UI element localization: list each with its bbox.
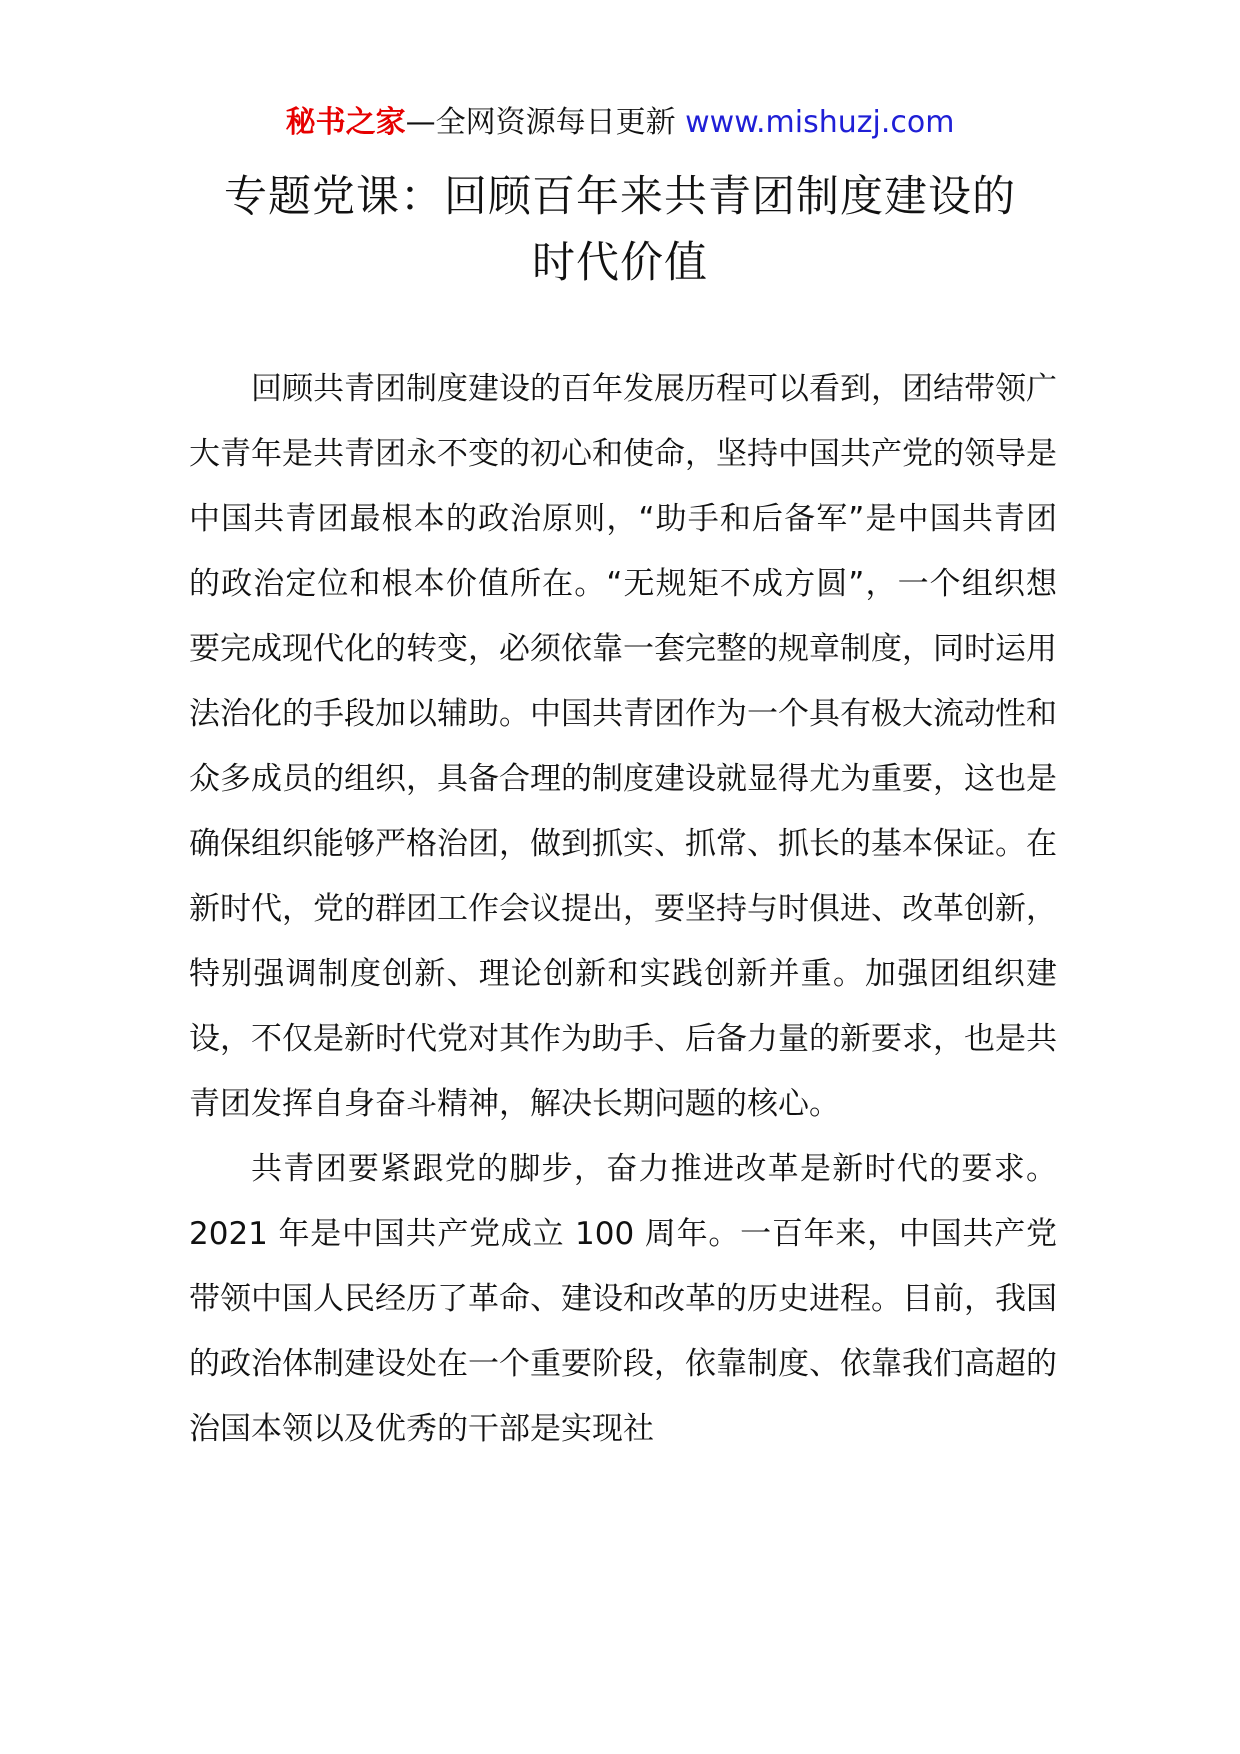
site-header — [0, 100, 1240, 146]
document-body — [189, 357, 1057, 1462]
title-line-2: 时代价值 — [532, 238, 708, 288]
header-tagline: —全网资源每日更新 — [405, 105, 676, 140]
title-line-1: 专题党课：回顾百年来共青团制度建设的 — [224, 172, 1016, 222]
site-url-link[interactable]: www.mishuzj.com — [685, 105, 955, 140]
brand-name: 秘书之家 — [285, 105, 406, 140]
body-paragraph-1: 回顾共青团制度建设的百年发展历程可以看到，团结带领广大青年是共青团永不变的初心和使命，坚持中国共产党的领导是中国共青团最根本的政治原则，“助手和后备军”是中国共青团的政治定位和根本价值所在。“无规矩不成方圆”，一个组织想要完成现代化的转变，必须依靠一套完整的规章制度，同时运用法治化的手段加以辅助。中国共青团作为一个具有极大流动性和众多成员的组织，具备合理的制度建设就显得尤为重要，这也是确保组织能够严格治团，做到抓实、抓常、抓长的基本保证。在新时代，党的群团工作会议提出，要坚持与时俱进、改革创新，特别强调制度创新、理论创新和实践创新并重。加强团组织建设，不仅是新时代党对其作为助手、后备力量的新要求，也是共青团发挥自身奋斗精神，解决长期问题的核心。 — [189, 371, 1057, 1122]
document-title — [160, 164, 1080, 296]
body-paragraph-2: 共青团要紧跟党的脚步，奋力推进改革是新时代的要求。2021 年是中国共产党成立 100 周年。一百年来，中国共产党带领中国人民经历了革命、建设和改革的历史进程。目前，我国的政治体制建设处在一个重要阶段，依靠制度、依靠我们高超的治国本领以及优秀的干部是实现社 — [189, 1151, 1057, 1447]
